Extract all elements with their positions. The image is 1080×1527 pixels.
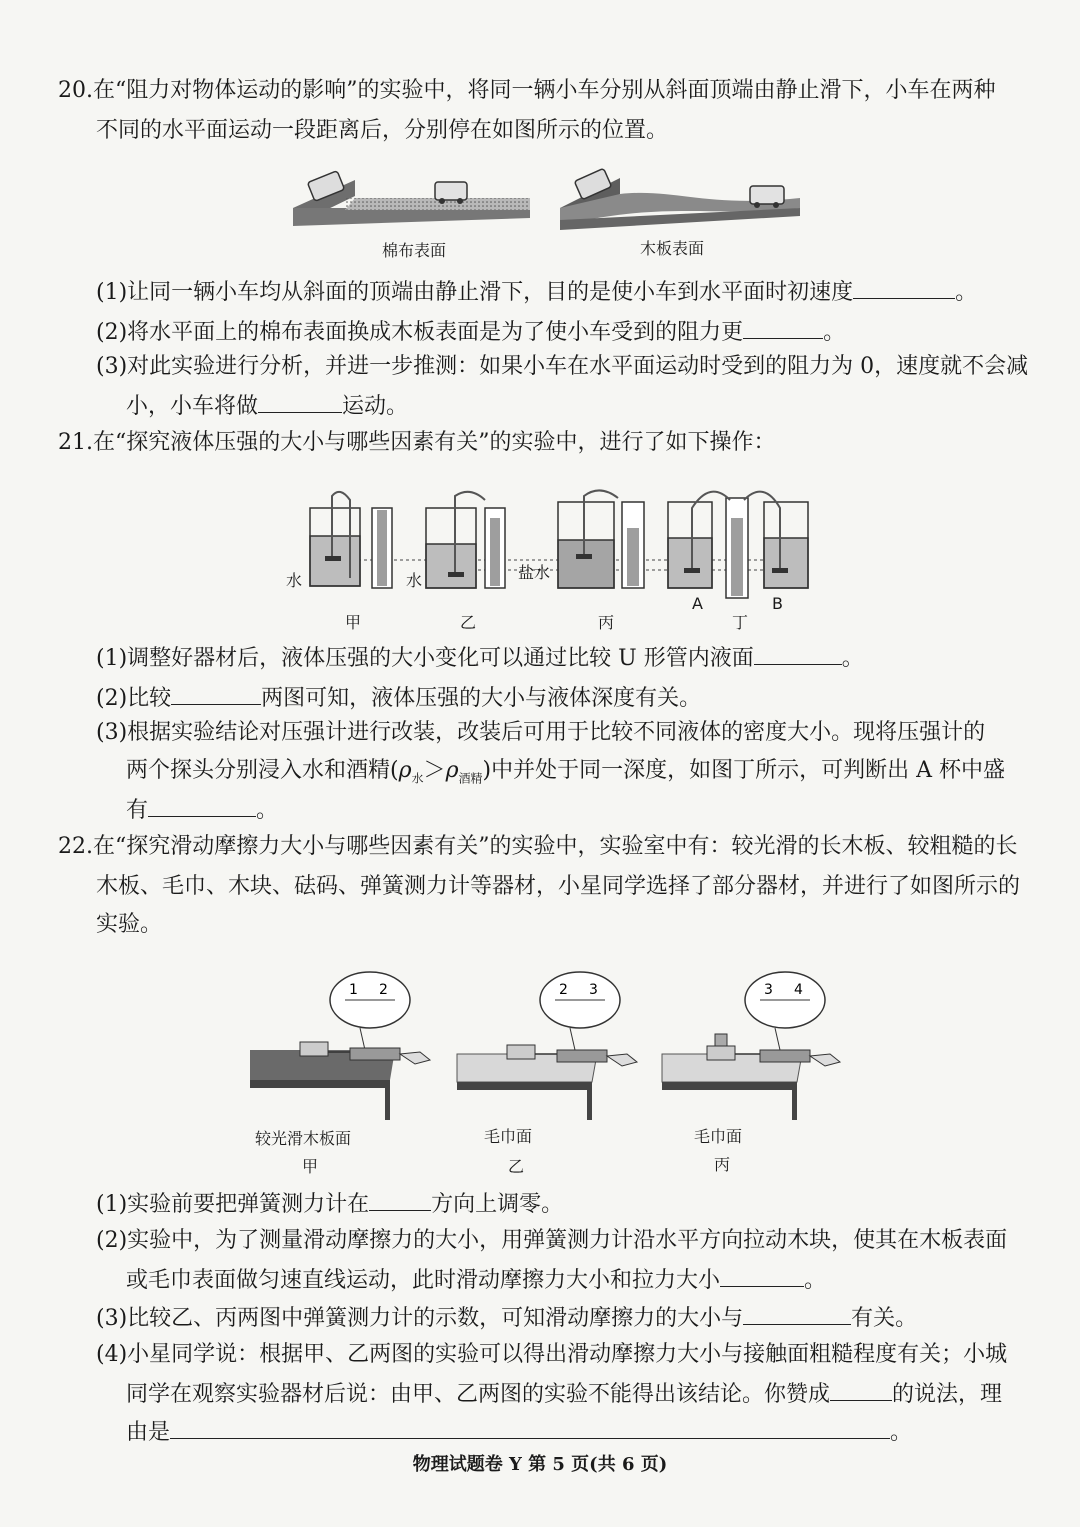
setup-ding <box>668 492 808 598</box>
q22-part2-line1: (2)实验中，为了测量滑动摩擦力的大小，用弹簧测力计沿水平方向拉动木块，使其在木板表面 <box>96 1228 1008 1253</box>
answer-blank[interactable] <box>170 1416 890 1439</box>
label-salt-water: 盐水 <box>518 563 551 582</box>
setup-jia <box>310 492 392 588</box>
caption-bing-friction: 丙 <box>714 1155 731 1174</box>
q20-part3-line2: 小，小车将做 运动。 <box>126 390 408 422</box>
q22-part1: (1)实验前要把弹簧测力计在 方向上调零。 <box>96 1188 563 1220</box>
q21-part3-line2: 两个探头分别浸入水和酒精$(\rho_水>\rho_{酒精})$中并处于同一深度，如图丁所示，可判断出 A 杯中盛 <box>126 758 1005 786</box>
answer-blank[interactable] <box>853 276 955 299</box>
caption-towel-1: 毛巾面 <box>484 1127 533 1146</box>
q20-figure <box>285 168 815 238</box>
answer-blank[interactable] <box>369 1188 431 1211</box>
q21-part2: (2)比较 两图可知，液体压强的大小与液体深度有关。 <box>96 682 701 714</box>
setup-yi <box>426 492 505 588</box>
cotton-surface-setup <box>293 171 530 226</box>
caption-jia: 甲 <box>345 613 362 632</box>
q20-stem-line1: 20.在“阻力对物体运动的影响”的实验中，将同一辆小车分别从斜面顶端由静止滑下，小车在两种 <box>58 78 996 103</box>
q22-part4-line3: 由是 。 <box>126 1416 912 1448</box>
q22-part4-line1: (4)小星同学说：根据甲、乙两图的实验可以得出滑动摩擦力大小与接触面粗糙程度有关；小城 <box>96 1342 1008 1367</box>
caption-towel-2: 毛巾面 <box>694 1127 743 1146</box>
answer-blank[interactable] <box>754 642 842 665</box>
q22-part3: (3)比较乙、丙两图中弹簧测力计的示数，可知滑动摩擦力的大小与 有关。 <box>96 1302 917 1334</box>
label-cup-B: B <box>772 594 783 613</box>
caption-yi-friction: 乙 <box>508 1157 525 1176</box>
q22-stem-line3: 实验。 <box>96 912 163 937</box>
answer-blank[interactable] <box>148 794 256 817</box>
setup-bing-friction <box>662 972 840 1120</box>
q20-part3-line1: (3)对此实验进行分析，并进一步推测：如果小车在水平面运动时受到的阻力为 0，速度就不会减 <box>96 354 1029 379</box>
scale2-label-3: 3 <box>589 982 598 998</box>
q21-part3-line3: 有 。 <box>126 794 278 826</box>
scale2-label-2: 2 <box>559 982 568 998</box>
page-footer: 物理试题卷 Y 第 5 页(共 6 页) <box>412 1454 668 1475</box>
label-cup-A: A <box>692 594 703 613</box>
q21-figure <box>280 488 810 618</box>
q22-part4-line2: 同学在观察实验器材后说：由甲、乙两图的实验不能得出该结论。你赞成 的说法，理 <box>126 1378 1002 1410</box>
answer-blank[interactable] <box>743 1302 851 1325</box>
caption-smooth-wood: 较光滑木板面 <box>255 1129 352 1148</box>
caption-jia-friction: 甲 <box>302 1157 319 1176</box>
scale3-label-3: 3 <box>764 982 773 998</box>
q22-figure <box>245 970 865 1125</box>
caption-yi: 乙 <box>460 613 477 632</box>
q22-part2-line2: 或毛巾表面做匀速直线运动，此时滑动摩擦力大小和拉力大小 。 <box>126 1264 826 1296</box>
scale3-label-4: 4 <box>794 982 803 998</box>
answer-blank[interactable] <box>830 1378 892 1401</box>
setup-jia-friction <box>250 972 430 1120</box>
answer-blank[interactable] <box>743 316 823 339</box>
caption-wood: 木板表面 <box>640 239 705 258</box>
caption-ding: 丁 <box>732 613 749 632</box>
answer-blank[interactable] <box>258 390 342 413</box>
caption-bing: 丙 <box>598 613 615 632</box>
scale1-label-1: 1 <box>349 982 358 998</box>
q22-stem-line1: 22.在“探究滑动摩擦力大小与哪些因素有关”的实验中，实验室中有：较光滑的长木板、较粗糙的长 <box>58 834 1018 859</box>
q21-stem: 21.在“探究液体压强的大小与哪些因素有关”的实验中，进行了如下操作： <box>58 430 776 455</box>
q21-part3-line1: (3)根据实验结论对压强计进行改装，改装后可用于比较不同液体的密度大小。现将压强计的 <box>96 720 986 745</box>
answer-blank[interactable] <box>720 1264 804 1287</box>
q20-stem-line2: 不同的水平面运动一段距离后，分别停在如图所示的位置。 <box>96 118 669 143</box>
wood-surface-setup <box>560 168 800 230</box>
setup-yi-friction <box>457 972 637 1120</box>
q22-stem-line2: 木板、毛巾、木块、砝码、弹簧测力计等器材，小星同学选择了部分器材，并进行了如图所示的 <box>96 874 1021 899</box>
label-water-jia: 水 <box>286 571 303 590</box>
q20-part1: (1)让同一辆小车均从斜面的顶端由静止滑下，目的是使小车到水平面时初速度 。 <box>96 276 977 308</box>
answer-blank[interactable] <box>171 682 261 705</box>
q20-part2: (2)将水平面上的棉布表面换成木板表面是为了使小车受到的阻力更 。 <box>96 316 845 348</box>
q21-part1: (1)调整好器材后，液体压强的大小变化可以通过比较 U 形管内液面 。 <box>96 642 864 674</box>
setup-bing <box>558 490 644 588</box>
scale1-label-2: 2 <box>379 982 388 998</box>
label-water-yi: 水 <box>406 571 423 590</box>
caption-cotton: 棉布表面 <box>382 241 447 260</box>
